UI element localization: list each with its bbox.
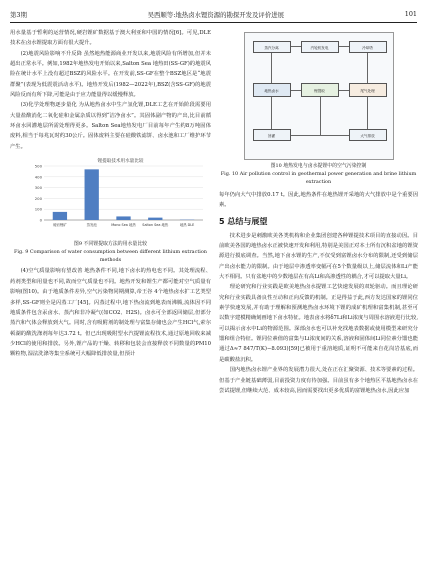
diagram-box: 地热卤水	[253, 83, 291, 97]
diagram-arrow	[291, 46, 301, 47]
paragraph: 每年仍向大气中排放0.17 t。因此,地热条件在地热锂开采地的大气排放中是个重要因素。	[219, 192, 418, 209]
diagram-arrow	[367, 97, 368, 129]
figure-10	[219, 32, 418, 186]
diagram-box: 尾气处理	[349, 83, 387, 97]
running-title: 吴西顺等:地热卤水锂资源的勘探开发及评价进展	[147, 10, 284, 19]
y-tick-label: 100	[34, 206, 42, 212]
x-tick-label: 地热 DLE	[179, 223, 195, 228]
bar	[148, 218, 162, 220]
y-tick-label: 200	[34, 196, 42, 202]
chart-title: 锂提取技术用水量比较	[97, 159, 144, 165]
diagram-arrow	[271, 97, 272, 129]
paragraph: 技术进步是刺激欧美各类机构和企业集团创建各种锂提技术项目的直接动因。目前欧美各国的地热卤水正被快速开发和利用,特别是美国正对本土所有沉积盆地的锂资源进行摸底调查。当然,地下卤水锂的生产,不仅受到富锂卤水分布的限制,还受到储层产出卤水能力的限制。由于地层中渗透率变幅可在5个数量级以上,储层流体和Li产能大不相同。只有盆地中的少数地层在有高Li和高渗透性的耦合,才可以提取大量Li。	[219, 232, 418, 281]
figure-10-caption-en: Fig. 10 Air pollution control in geothermal power generation and brine lithium extraction	[220, 171, 417, 185]
paragraph: 用水量基于暂利的运营情况,硬岩锂矿数据基于澳大利亚和中国的情况[6]。可见,DLE 技术在卤水锂提取方面有很大提升。	[10, 30, 211, 47]
figure-10-diagram	[244, 32, 394, 160]
x-tick-label: Mono Sea 地热	[111, 223, 136, 228]
diagram-box: 汽轮机发电	[301, 41, 339, 53]
diagram-arrow	[271, 53, 272, 83]
x-tick-label: 蒸发池	[86, 223, 97, 228]
y-tick-label: 400	[34, 174, 42, 180]
bar	[116, 217, 130, 221]
diagram-arrow	[367, 53, 368, 83]
diagram-box: 蒸汽分离	[253, 41, 291, 53]
left-column	[10, 28, 211, 360]
diagram-arrow	[291, 90, 301, 91]
page-number: 101	[404, 10, 417, 18]
running-header	[10, 8, 417, 20]
header-rule	[10, 22, 417, 23]
diagram-box: 冷却塔	[349, 41, 387, 53]
bar	[85, 169, 99, 220]
figure-9-caption-en: Fig. 9 Comparison of water consumption between different lithium extraction methods	[14, 249, 207, 264]
y-tick-label: 0	[39, 217, 42, 223]
paragraph: (2)地震风险影响不升反降 虽然地热能源商业开发以来,地震风险有所增加,但并未超出正常水平。例如,1982年地热发电开始以来,Salton Sea 地热田(SS-GF)的地震风险在统计水平上没有超过BSZ的风险水平。在开发前,SS-GF在整个BSZ地区是“地震群聚”(表现为低震震活动水平)。地热开发后(1982—2022年),BSZ(含SS-GF)的地震风险反而有所下降,可能是由于应力能量得以缓慢释放。	[10, 50, 211, 99]
paragraph: (4)空气质量影响有望改善 地热条件不同,地下卤水的热电也不同。其处理流程、药剂类型和用量也不同,故而空气质量也不同。地热开发和锂生产都可能对空气质量有影响(图10)。由于地质条件差异,空气污染物同期测算,帝王谷 4个地热卤水扩工艺类型多样,SS-GF则全是闪蒸工厂[45]。闪蒸过程中,地下热卤流到地表而沸腾,流体因不同地质条件包含汞卤水、蒸汽和非冷凝气(如CO2、H2S)。卤水可全部返回储层,但部分蒸汽和气体会释放到大气。同时,含有吸附剂的制处理与富集存储也会产生HCl气,索尔顿湖的酸洗涤剂每年达3.72 t。但已出现吸附型水汽提锂流程技术,通过原地回收来减少HCl的使用和排放。另外,锂产品的干燥、转移和包装会直接释放不同数量的PM10颗粒物,湿法洗涤等集尘系统可大幅降低排放量,但预计	[10, 268, 211, 358]
diagram-box: 大气排放	[349, 129, 387, 141]
issue-number: 第3期	[10, 10, 27, 19]
y-tick-label: 300	[34, 185, 42, 191]
diagram-arrow	[339, 46, 349, 47]
y-tick-label: 500	[34, 163, 42, 169]
figure-10-caption-cn: 图10 地热发电与卤水提锂中的空气污染控制	[270, 163, 367, 169]
paragraph: 国内地热卤水锂产业界的发展潜力很大,处在正在汇聚资源、技术等要素的过程。但基于产业链基础薄弱,目前投资力度有待加强。目前虽有多个地热区平基地热卤水在尝试提锂,但继续大范、成本较高,因而需要找出更多优质的富锂地热卤水,因此应加	[219, 367, 418, 394]
paragraph: (3)化学处理物逐步量化 为从地热卤水中生产氢化锂,DLE工艺在开始阶段需要用大量盐酸消化二氧化硅和金属杂质以得到“洁净卤水”。其固体副产物的产出,比目前循环卤水回灌地层所需处理得更多。Salton Sea地热发电厂目前每年产生约8万吨固体废料,相当于每兆瓦时约30公斤。固体废料主要在硅酸铁滤饼、卤水池和工厂维护环节产生。	[10, 102, 211, 150]
diagram-box: 锂提取	[301, 83, 339, 97]
diagram-arrow	[291, 135, 349, 136]
diagram-arrow	[339, 90, 349, 91]
right-column	[219, 28, 418, 396]
x-tick-label: Salton Sea 地热	[142, 223, 169, 228]
bar	[53, 212, 67, 220]
diagram-box: 回灌	[253, 129, 291, 141]
section-heading: 5 总结与展望	[219, 216, 268, 226]
figure-10-caption	[219, 162, 418, 186]
diagram-arrow	[320, 97, 321, 135]
water-use-bar-chart	[10, 156, 211, 236]
figure-9	[10, 156, 211, 264]
paragraph: 理论研究和行业实践是欧美地热卤水提锂工艺快速发展的双轮驱动。而且理论研究和行业实践具备良性互动和正向反馈的机制。正是得益于此,西方发达国家的锂同位素学快速发展,并有助于理解和预测地热卤水环境下锂的成矿机理和富集机制,甚至可以数字建模精确刻画地下卤水特征。地表卤水将δ7Li和Li浓度与周围水溶液进行比较,可以揭示卤水中Li的物源范围。深部卤水也可以补充找地表数据或使用模型来研究分馏和组合特征。锂同位素值的富集与Li浓度间的关系,溶液和固体间Li同位素分馏也能通过Δ≈7 847/T(K)−8.093)[59]已被用于重溶地质,证明不可能来自花岗岩基底,而是碳酸盐沉积。	[219, 284, 418, 363]
x-tick-label: 硬岩锂矿	[53, 223, 67, 228]
figure-9-caption	[10, 240, 211, 264]
figure-9-caption-cn: 图9 不同锂提取方法的用水量比较	[73, 241, 148, 248]
